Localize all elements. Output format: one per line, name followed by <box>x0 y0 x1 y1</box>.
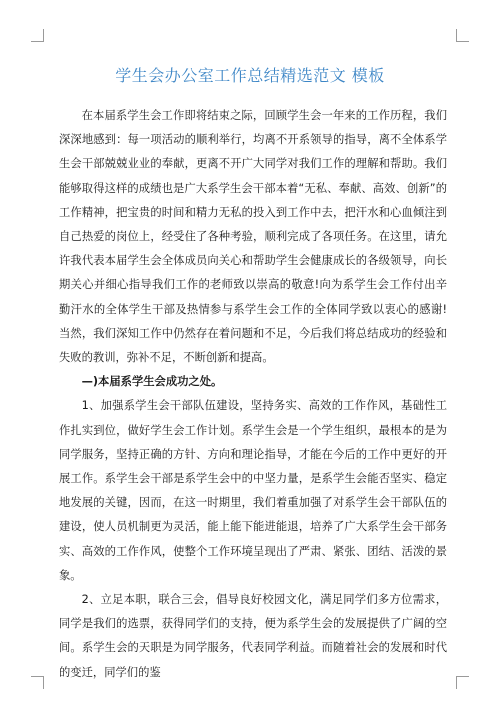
body-paragraph-2: 2、立足本职，联合三会，倡导良好校园文化，满足同学们多方位需求，同学是我们的选票，获得同学们的支持，便为系学生会的发展提供了广阔的空间。系学生会的天职是为同学服务，代表同学利益。而随着社会的发展和时代的变迁，同学们的鉴 <box>59 593 447 679</box>
crop-mark-top-right <box>456 29 469 42</box>
document-body <box>59 104 447 685</box>
document-title: 学生会办公室工作总结精选范文 模板 <box>115 66 385 85</box>
crop-mark-top-left <box>31 29 44 42</box>
body-paragraph-1: 1、加强系学生会干部队伍建设，坚持务实、高效的工作作风，基础性工作扎实到位，做好学生会工作计划。系学生会是一个学生组织，最根本的是为同学服务，坚持正确的方针、方向和理论指导，才能在今后的工作中更好的开展工作。系学生会干部是系学生会中的中坚力量，是系学生会能否坚实、稳定地发展的关键，因而，在这一时期里，我们着重加强了对系学生会干部队伍的建设，使人员机制更为灵活，能上能下能进能退，培养了广大系学生会干部务实、高效的工作作风，使整个工作环境呈现出了严肃、紧张、团结、活泼的景象。 <box>59 399 447 582</box>
crop-mark-bottom-left <box>31 676 44 689</box>
crop-mark-bottom-right <box>456 676 469 689</box>
section-heading: —)本届系学生会成功之处。 <box>81 375 223 389</box>
intro-paragraph: 在本届系学生会工作即将结束之际，回顾学生会一年来的工作历程，我们深深地感到：每一项活动的顺利举行，均离不开系领导的指导，离不全体系学生会干部兢兢业业的奉献，更离不开广大同学对我们工作的理解和帮助。我们能够取得这样的成绩也是广大系学生会干部本着“无私、奉献、高效、创新”的工作精神，把宝贵的时间和精力无私的投入到工作中去，把汗水和心血倾注到自己热爱的岗位上，经受住了各种考验，顺利完成了各项任务。在这里，请允许我代表本届学生会全体成员向关心和帮助学生会健康成长的各级领导，向长期关心并细心指导我们工作的老师致以崇高的敬意!向为系学生会工作付出辛勤汗水的全体学生干部及热情参与系学生会工作的全体同学致以衷心的感谢!当然，我们深知工作中仍然存在着问题和不足，今后我们将总结成功的经验和失败的教训，弥补不足，不断创新和提高。 <box>59 109 447 365</box>
